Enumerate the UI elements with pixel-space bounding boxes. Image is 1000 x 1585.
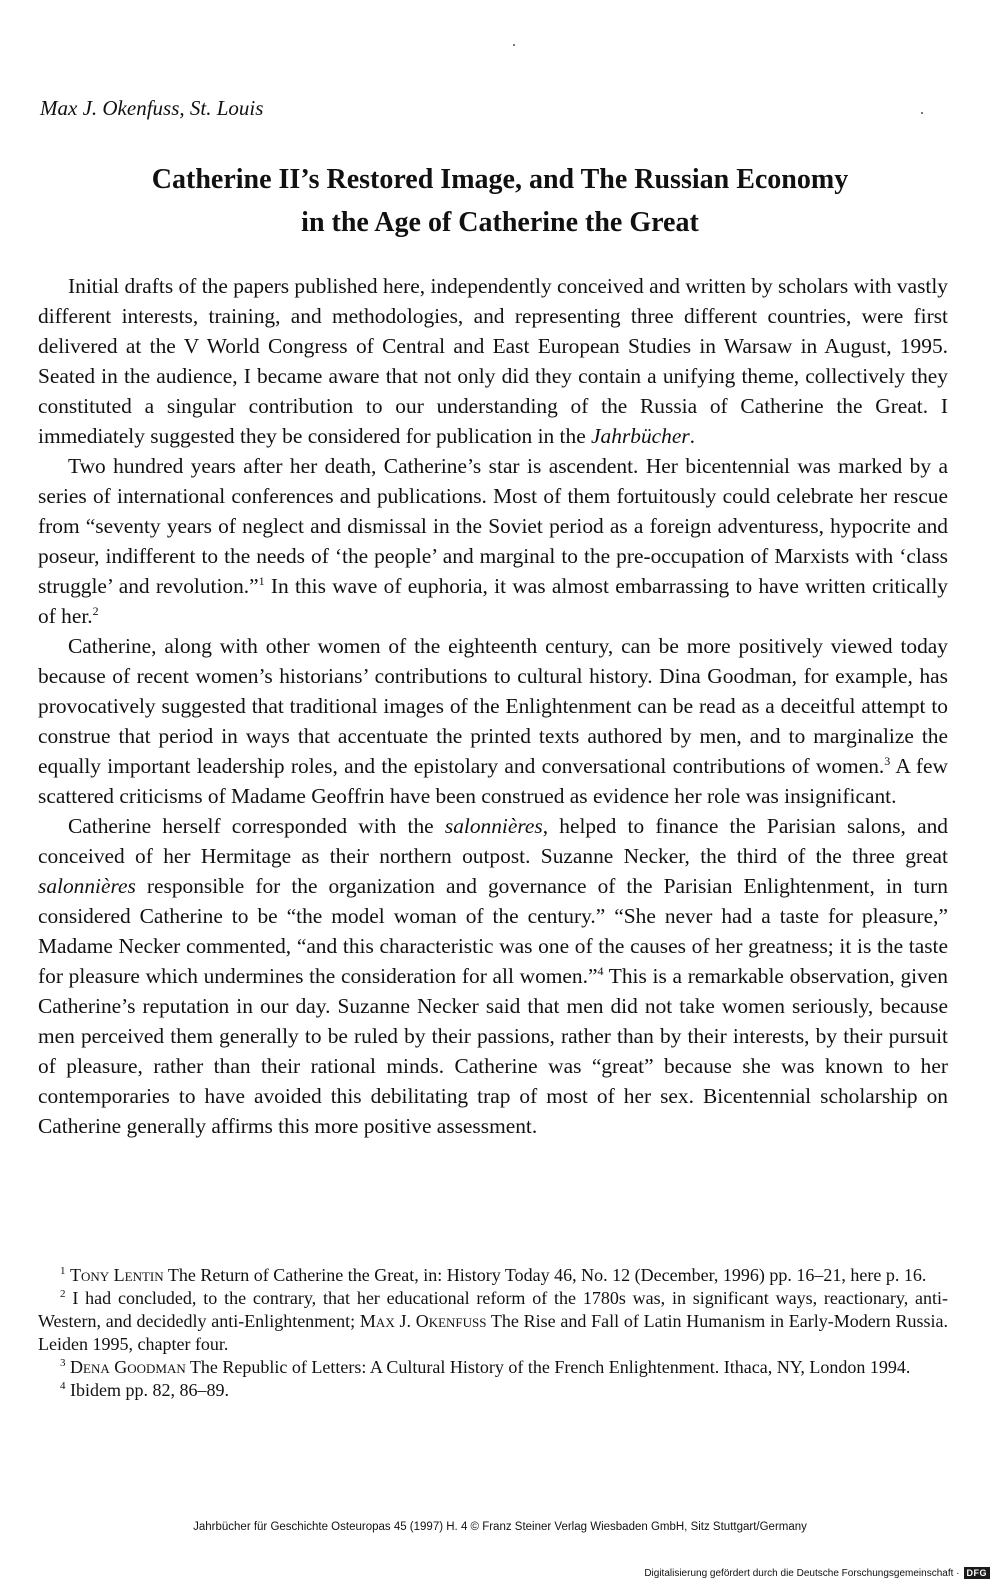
paragraph-1 <box>38 271 948 451</box>
footnote-3 <box>38 1356 948 1379</box>
title-line-1: Catherine II’s Restored Image, and The Russian Economy <box>151 164 849 195</box>
footnote-text: Ibidem pp. 82, 86–89. <box>70 1380 229 1400</box>
footnote-ref-2: 2 <box>92 603 99 618</box>
paragraph-3-text-a: Catherine, along with other women of the eighteenth century, can be more positively viewed today because of recent women’s historians’ contributions to cultural history. Dina Goodman, for example, has provocatively suggested that traditional images of the Enlightenment can be read as a deceitful attempt to construe that period in ways that accentuate the printed texts authored by men, and to marginalize the equally important leadership roles, and the epistolary and conversational contributions of women. <box>38 634 948 778</box>
article-title <box>60 158 940 244</box>
footnote-number: 3 <box>60 1357 66 1369</box>
footnotes <box>38 1264 948 1402</box>
footnote-number: 4 <box>60 1380 66 1392</box>
author-line: Max J. Okenfuss, St. Louis <box>40 96 264 120</box>
footnote-number: 2 <box>60 1288 66 1300</box>
paragraph-4-text-d: This is a remarkable observation, given Catherine’s reputation in our day. Suzanne Necker said that men did not take women seriously, because men perceived them generally to be ruled by their passions, rather than by their interests, by their pursuit of pleasure, rather than their rational minds. Catherine was “great” because she was known to her contemporaries to have avoided this debilitating trap of most of her sex. Bicentennial scholarship on Catherine generally affirms this more positive assessment. <box>38 964 948 1138</box>
footnote-text: The Republic of Letters: A Cultural History of the French Enlightenment. Ithaca, NY, London 1994. <box>185 1357 911 1377</box>
footnote-1 <box>38 1264 948 1287</box>
footnote-author: Tony Lentin <box>70 1265 164 1285</box>
journal-citation-line: Jahrbücher für Geschichte Osteuropas 45 (1997) H. 4 © Franz Steiner Verlag Wiesbaden GmbH, Sitz Stuttgart/Germany <box>193 1521 807 1533</box>
paragraph-3 <box>38 631 948 811</box>
scan-speck <box>513 44 515 46</box>
paragraph-2-text-a: Two hundred years after her death, Catherine’s star is ascendent. Her bicentennial was marked by a series of international conferences and publications. Most of them fortuitously could celebrate her rescue from “seventy years of neglect and dismissal in the Soviet period as a foreign adventuress, hypocrite and poseur, indifferent to the needs of ‘the people’ and marginal to the pre-occupation of Marxists with ‘class struggle’ and revolution.” <box>38 454 948 598</box>
footnote-author: Max J. Okenfuss <box>359 1311 487 1331</box>
footnote-text-pre: I had concluded, to the contrary, that her educational reform of the 1780s was, in significant ways, reactionary, anti-Western, and decidedly anti-Enlightenment; <box>38 1288 949 1331</box>
paragraph-4 <box>38 811 948 1141</box>
title-line-2: in the Age of Catherine the Great <box>301 207 699 238</box>
footnote-ref-4: 4 <box>597 963 604 978</box>
paragraph-4-text-c: responsible for the organization and governance of the Parisian Enlightenment, in turn considered Catherine to be “the model woman of the century.” “She never had a taste for pleasure,” Madame Necker commented, “and this characteristic was one of the causes of her greatness; it is the taste for pleasure which undermines the consideration for all women.” <box>38 874 948 988</box>
footnote-number: 1 <box>60 1265 66 1277</box>
footnote-ref-3: 3 <box>884 753 891 768</box>
journal-name-italic: Jahrbücher <box>591 424 690 448</box>
paragraph-1-text: Initial drafts of the papers published here, independently conceived and written by scholars with vastly different interests, training, and methodologies, and representing three different countries, were first delivered at the V World Congress of Central and East European Studies in Warsaw in August, 1995. Seated in the audience, I became aware that not only did they contain a unifying theme, collectively they constituted a singular contribution to our understanding of the Russia of Catherine the Great. I immediately suggested they be considered for publication in the <box>38 274 948 448</box>
salonnieres-italic-2: salonnières <box>38 874 136 898</box>
scan-speck <box>921 112 923 114</box>
footnote-author: Dena Goodman <box>70 1357 186 1377</box>
footnote-ref-1: 1 <box>258 573 265 588</box>
paragraph-4-text-a: Catherine herself corresponded with the <box>68 814 445 838</box>
article-body <box>38 271 948 1141</box>
digitization-note <box>644 1567 990 1579</box>
digitization-text: Digitalisierung gefördert durch die Deutsche Forschungsgemeinschaft · <box>644 1567 960 1579</box>
footnote-text: The Rise and Fall of Latin Humanism in Early-Modern Russia. Leiden 1995, chapter four. <box>38 1311 948 1354</box>
footnote-4 <box>38 1379 948 1402</box>
paragraph-2-text-b: In this wave of euphoria, it was almost embarrassing to have written critically of her. <box>38 574 948 628</box>
salonnieres-italic-1: salonnières <box>444 814 543 838</box>
dfg-logo-icon: DFG <box>964 1567 991 1579</box>
paragraph-2 <box>38 451 948 631</box>
footnote-2 <box>38 1287 948 1356</box>
paragraph-3-text-b: A few scattered criticisms of Madame Geoffrin have been construed as evidence her role was insignificant. <box>38 754 948 808</box>
footnote-text: The Return of Catherine the Great, in: History Today 46, No. 12 (December, 1996) pp. 16–21, here p. 16. <box>163 1265 927 1285</box>
paragraph-1-end: . <box>689 424 696 448</box>
paragraph-4-text-b: , helped to finance the Parisian salons, and conceived of her Hermitage as their northern outpost. Suzanne Necker, the third of the three great <box>38 814 948 868</box>
